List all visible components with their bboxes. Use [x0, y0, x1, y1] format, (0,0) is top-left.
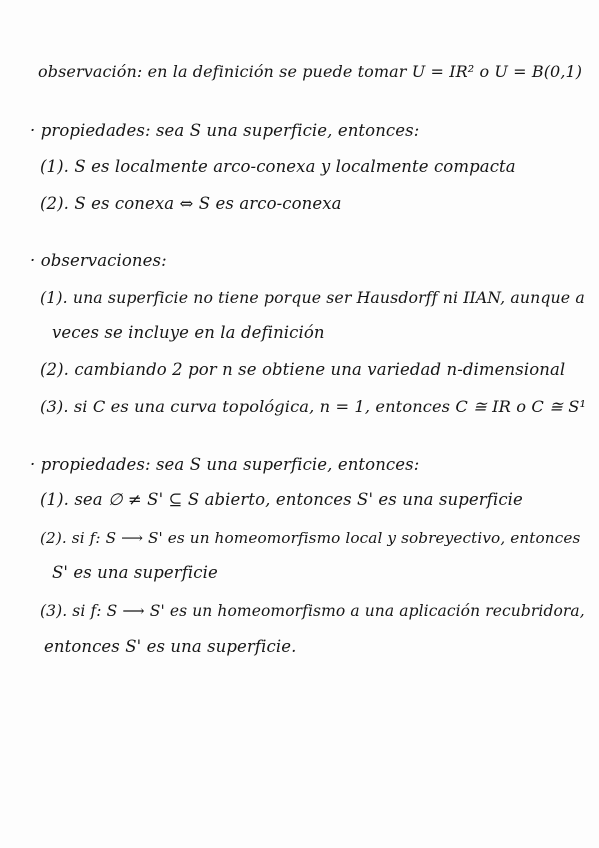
property-2-item-2a: (2). si f: S ⟶ S' es un homeomorfismo local y sobreyectivo, entonces	[40, 529, 581, 547]
observation-item-1b: veces se incluye en la definición	[52, 323, 325, 342]
observation-item-2: (2). cambiando 2 por n se obtiene una variedad n-dimensional	[40, 360, 566, 379]
property-2-item-3b: entonces S' es una superficie.	[44, 637, 297, 656]
property-1-item-1: (1). S es localmente arco-conexa y localmente compacta	[40, 157, 516, 176]
property-2-item-1: (1). sea ∅ ≠ S' ⊆ S abierto, entonces S' es una superficie	[40, 490, 523, 509]
observation-item-3: (3). si C es una curva topológica, n = 1, entonces C ≅ IR o C ≅ S¹	[40, 397, 587, 416]
observation-line: observación: en la definición se puede tomar U = IR² o U = B(0,1)	[38, 62, 583, 81]
properties-heading-1: · propiedades: sea S una superficie, entonces:	[30, 121, 420, 140]
property-2-item-2b: S' es una superficie	[52, 563, 218, 582]
observation-item-1a: (1). una superficie no tiene porque ser Hausdorff ni IIAN, aunque a	[40, 288, 585, 307]
property-2-item-3a: (3). si f: S ⟶ S' es un homeomorfismo a una aplicación recubridora,	[40, 602, 585, 620]
property-1-item-2: (2). S es conexa ⇔ S es arco-conexa	[40, 194, 342, 213]
observations-heading: · observaciones:	[30, 251, 167, 270]
properties-heading-2: · propiedades: sea S una superficie, entonces:	[30, 455, 420, 474]
